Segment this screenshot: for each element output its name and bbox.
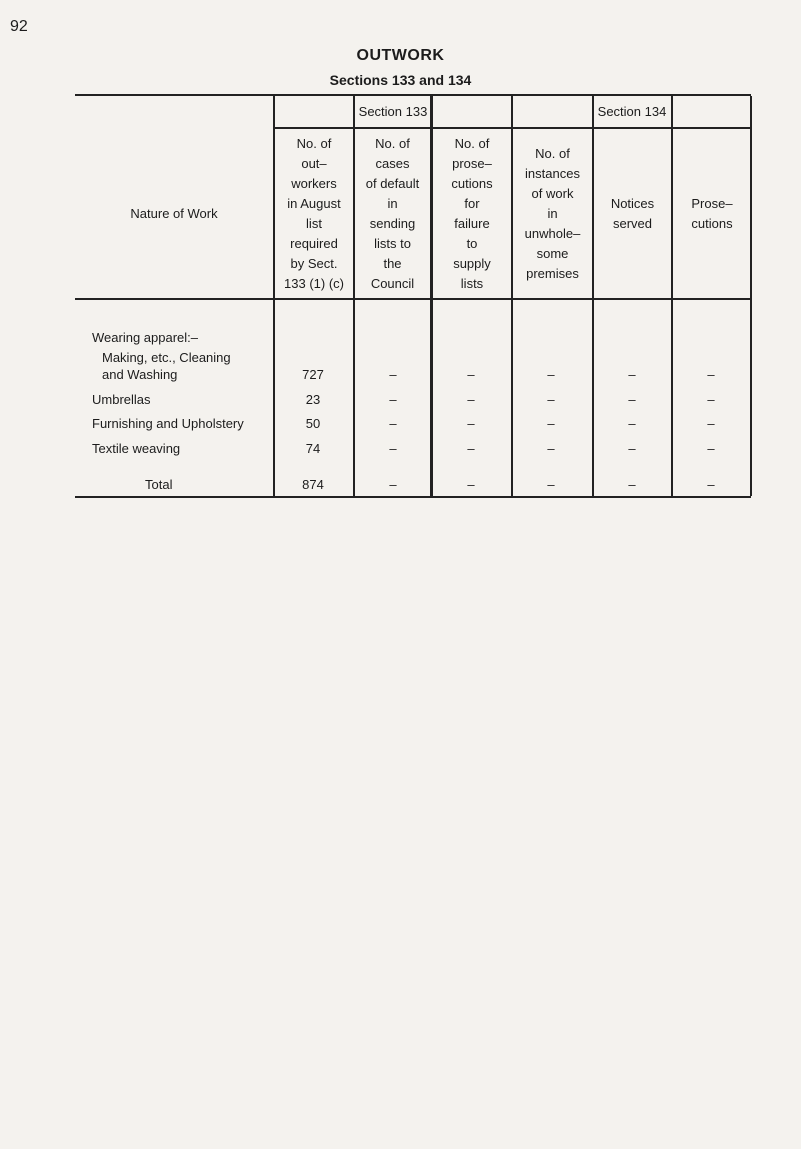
total-cell: – bbox=[628, 477, 636, 492]
table-cell: – bbox=[467, 392, 475, 407]
table-cell: – bbox=[707, 441, 715, 456]
total-cell: 874 bbox=[302, 477, 324, 492]
header-prosecutions-failure: No. of prose– cutions for failure to supply lists bbox=[451, 135, 493, 291]
row-label: Furnishing and Upholstery bbox=[92, 416, 244, 431]
total-cell: – bbox=[547, 477, 555, 492]
group-header-section-133: Section 133 bbox=[358, 103, 428, 119]
table-cell: – bbox=[467, 416, 475, 431]
outwork-table bbox=[75, 94, 751, 498]
row-label: and Washing bbox=[102, 367, 178, 382]
group-header-section-134: Section 134 bbox=[597, 103, 667, 119]
table-cell: – bbox=[467, 441, 475, 456]
table-cell: – bbox=[628, 441, 636, 456]
row-label: Textile weaving bbox=[92, 441, 181, 456]
table-cell: – bbox=[547, 441, 555, 456]
table-cell: – bbox=[467, 367, 475, 382]
table-cell: – bbox=[389, 441, 397, 456]
header-rule bbox=[75, 298, 751, 300]
page-number: 92 bbox=[10, 18, 28, 35]
total-cell: – bbox=[389, 477, 397, 492]
table-cell: 727 bbox=[302, 367, 324, 382]
header-nature-of-work: Nature of Work bbox=[130, 205, 218, 221]
table-cell: 74 bbox=[305, 441, 321, 456]
table-cell: – bbox=[707, 416, 715, 431]
row-label: Making, etc., Cleaning bbox=[102, 350, 231, 365]
header-notices-served: Notices served bbox=[610, 195, 655, 231]
header-outworkers: No. of out– workers in August list required by Sect. 133 (1) (c) bbox=[284, 135, 344, 291]
row-label: Umbrellas bbox=[92, 392, 151, 407]
table-cell: – bbox=[547, 416, 555, 431]
table-cell: – bbox=[547, 367, 555, 382]
table-cell: – bbox=[389, 367, 397, 382]
table-cell: – bbox=[389, 392, 397, 407]
header-unwholesome-premises: No. of instances of work in unwhole– some premises bbox=[524, 145, 581, 281]
table-cell: – bbox=[628, 416, 636, 431]
page-title: OUTWORK bbox=[356, 47, 445, 64]
header-cases-of-default: No. of cases of default in sending lists to the Council bbox=[365, 135, 420, 291]
table-cell: 23 bbox=[305, 392, 321, 407]
table-cell: – bbox=[707, 367, 715, 382]
table-cell: – bbox=[628, 392, 636, 407]
total-cell: – bbox=[707, 477, 715, 492]
table-cell: – bbox=[707, 392, 715, 407]
header-prosecutions: Prose– cutions bbox=[691, 195, 733, 231]
table-cell: – bbox=[628, 367, 636, 382]
table-cell: 50 bbox=[305, 416, 321, 431]
total-label: Total bbox=[145, 477, 173, 492]
total-cell: – bbox=[467, 477, 475, 492]
table-cell: – bbox=[389, 416, 397, 431]
section-heading: Wearing apparel:– bbox=[92, 330, 198, 345]
page-subtitle: Sections 133 and 134 bbox=[329, 72, 472, 88]
table-cell: – bbox=[547, 392, 555, 407]
